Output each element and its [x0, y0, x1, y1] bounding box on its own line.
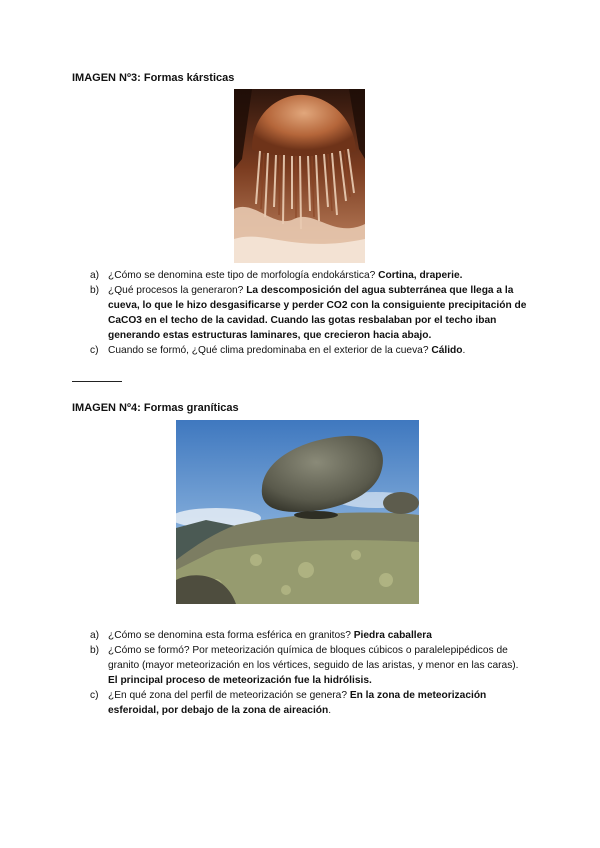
list-item [90, 688, 530, 718]
answer-text: La descomposición del agua subterránea que llega a la cueva, lo que le hizo desgasificarse y perder CO2 con la consiguiente precipitación de CaCO3 en el techo de la cavidad. Cuando las gotas resbalaban por el techo iban generando estas estructuras laminares, que crecieron hacia abajo. [108, 285, 527, 341]
question-text: ¿En qué zona del perfil de meteorización se genera? [108, 690, 350, 701]
cave-curtain-photo [234, 89, 365, 263]
list-item [90, 628, 530, 643]
question-text: ¿Qué procesos la generaron? [108, 285, 247, 296]
section-4-questions [90, 628, 530, 718]
list-item [90, 283, 530, 343]
list-marker: b) [90, 645, 100, 656]
list-marker: a) [90, 630, 100, 641]
list-item [90, 643, 530, 688]
list-marker: c) [90, 345, 99, 356]
answer-text: En la zona de meteorización esferoidal, por debajo de la zona de aireación [108, 690, 487, 716]
answer-text: El principal proceso de meteorización fue la hidrólisis. [108, 675, 372, 686]
section-4-heading: IMAGEN Nº4: Formas graníticas [72, 402, 239, 414]
question-text: ¿Cómo se denomina esta forma esférica en granitos? [108, 630, 354, 641]
section-3-questions [90, 268, 530, 358]
list-marker: a) [90, 270, 100, 281]
answer-text: Cortina, draperie. [378, 270, 463, 281]
question-text: ¿Cómo se denomina este tipo de morfología endokárstica? [108, 270, 379, 281]
balancing-rock-photo [176, 420, 419, 604]
question-text: Cuando se formó, ¿Qué clima predominaba en el exterior de la cueva? [108, 345, 432, 356]
section-3-heading: IMAGEN Nº3: Formas kársticas [72, 72, 235, 84]
list-marker: b) [90, 285, 100, 296]
list-item [90, 343, 530, 358]
section-divider [72, 381, 122, 382]
answer-tail: . [462, 345, 466, 356]
question-text: ¿Cómo se formó? Por meteorización química de bloques cúbicos o paralelepipédicos de granito (mayor meteorización en los vértices, seguido de las aristas, y menor en las caras). [108, 645, 519, 671]
answer-text: Piedra caballera [353, 630, 432, 641]
list-marker: c) [90, 690, 99, 701]
list-item [90, 268, 530, 283]
answer-text: Cálido [431, 345, 463, 356]
answer-tail: . [328, 705, 332, 716]
